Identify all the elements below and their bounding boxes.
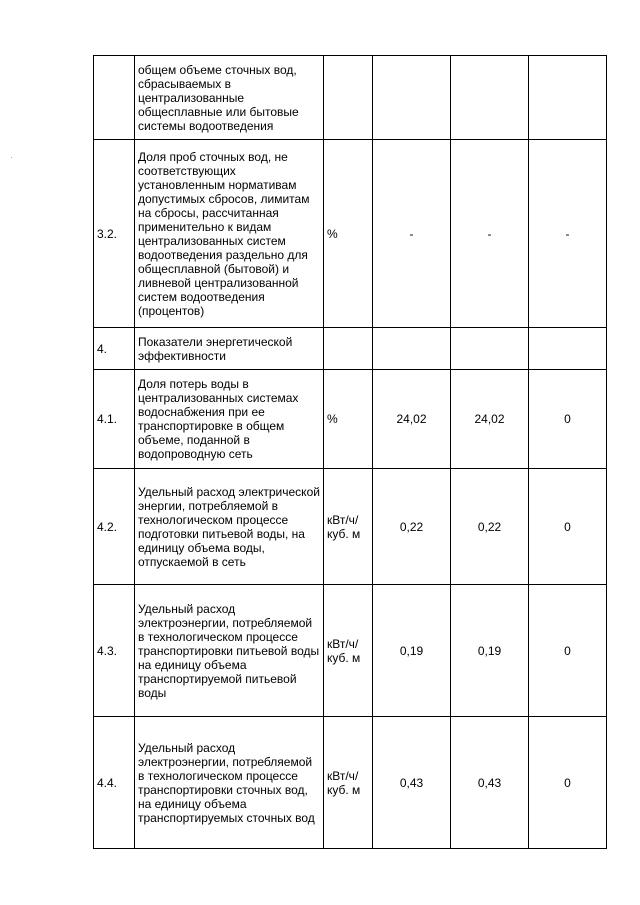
table-row [94,370,607,469]
value-cell-2 [451,328,529,370]
indicator-name [135,140,324,328]
unit-cell [324,328,373,370]
unit-cell: кВт/ч/куб. м [324,717,373,849]
indicator-name-text: Доля потерь воды в централизованных системах водоснабжения при ее транспортировке в общем объеме, поданной в водопроводную сеть [138,377,299,461]
value-cell-2: 0,43 [451,717,529,849]
indicator-name [135,717,324,849]
indicator-name-text: Удельный расход электрической энергии, потребляемой в технологическом процессе подготовки питьевой воды, на единицу объема воды, отпускаемой в сеть [138,484,320,569]
unit-cell: кВт/ч/куб. м [324,469,373,585]
unit-cell [324,56,373,140]
value-cell-3: 0 [529,717,607,849]
row-number: 4. [94,328,135,370]
indicator-name-text: Удельный расход электроэнергии, потребляемой в технологическом процессе транспортировки сточных вод, на единицу объема транспортируемых сточных вод [138,740,315,825]
value-cell-3: 0 [529,370,607,469]
table-row [94,717,607,849]
unit-cell: кВт/ч/куб. м [324,585,373,717]
indicator-name-text: Удельный расход электроэнергии, потребляемой в технологическом процессе транспортировки питьевой воды на единицу объема транспортируемой питьевой воды [138,601,320,700]
value-cell-3: 0 [529,469,607,585]
row-number: 4.4. [94,717,135,849]
indicator-name [135,469,324,585]
value-cell-3 [529,328,607,370]
value-cell-1: 24,02 [373,370,451,469]
value-cell-2: 0,22 [451,469,529,585]
indicator-name [135,585,324,717]
indicator-name [135,328,324,370]
row-number: 4.3. [94,585,135,717]
value-cell-2: 0,19 [451,585,529,717]
value-cell-2: - [451,140,529,328]
row-number [94,56,135,140]
indicator-name [135,56,324,140]
value-cell-1: 0,19 [373,585,451,717]
value-cell-1: 0,22 [373,469,451,585]
table-row [94,585,607,717]
value-cell-1 [373,328,451,370]
table-row [94,469,607,585]
value-cell-1: 0,43 [373,717,451,849]
value-cell-1: - [373,140,451,328]
table-row [94,328,607,370]
value-cell-2: 24,02 [451,370,529,469]
indicator-name-text: Доля проб сточных вод, не соответствующих установленным нормативам допустимых сбросов, лимитам на сбросы, рассчитанная применительно к видам централизованных систем водоотведения раздельно для общесплавной (бытовой) и ливневой централизованной систем водоотведения (процентов) [138,149,310,318]
row-number: 4.1. [94,370,135,469]
row-number: 3.2. [94,140,135,328]
indicators-table [93,55,607,849]
indicator-name [135,370,324,469]
table-row [94,140,607,328]
row-number: 4.2. [94,469,135,585]
scan-mark: · [10,152,13,162]
value-cell-3: - [529,140,607,328]
indicator-name-text: общем объеме сточных вод, сбрасываемых в централизованные общесплавные или бытовые системы водоотведения [138,62,299,133]
value-cell-3 [529,56,607,140]
table-row [94,56,607,140]
indicator-name-text: Показатели энергетической эффективности [138,334,293,363]
unit-cell: % [324,370,373,469]
unit-cell: % [324,140,373,328]
value-cell-1 [373,56,451,140]
value-cell-3: 0 [529,585,607,717]
value-cell-2 [451,56,529,140]
